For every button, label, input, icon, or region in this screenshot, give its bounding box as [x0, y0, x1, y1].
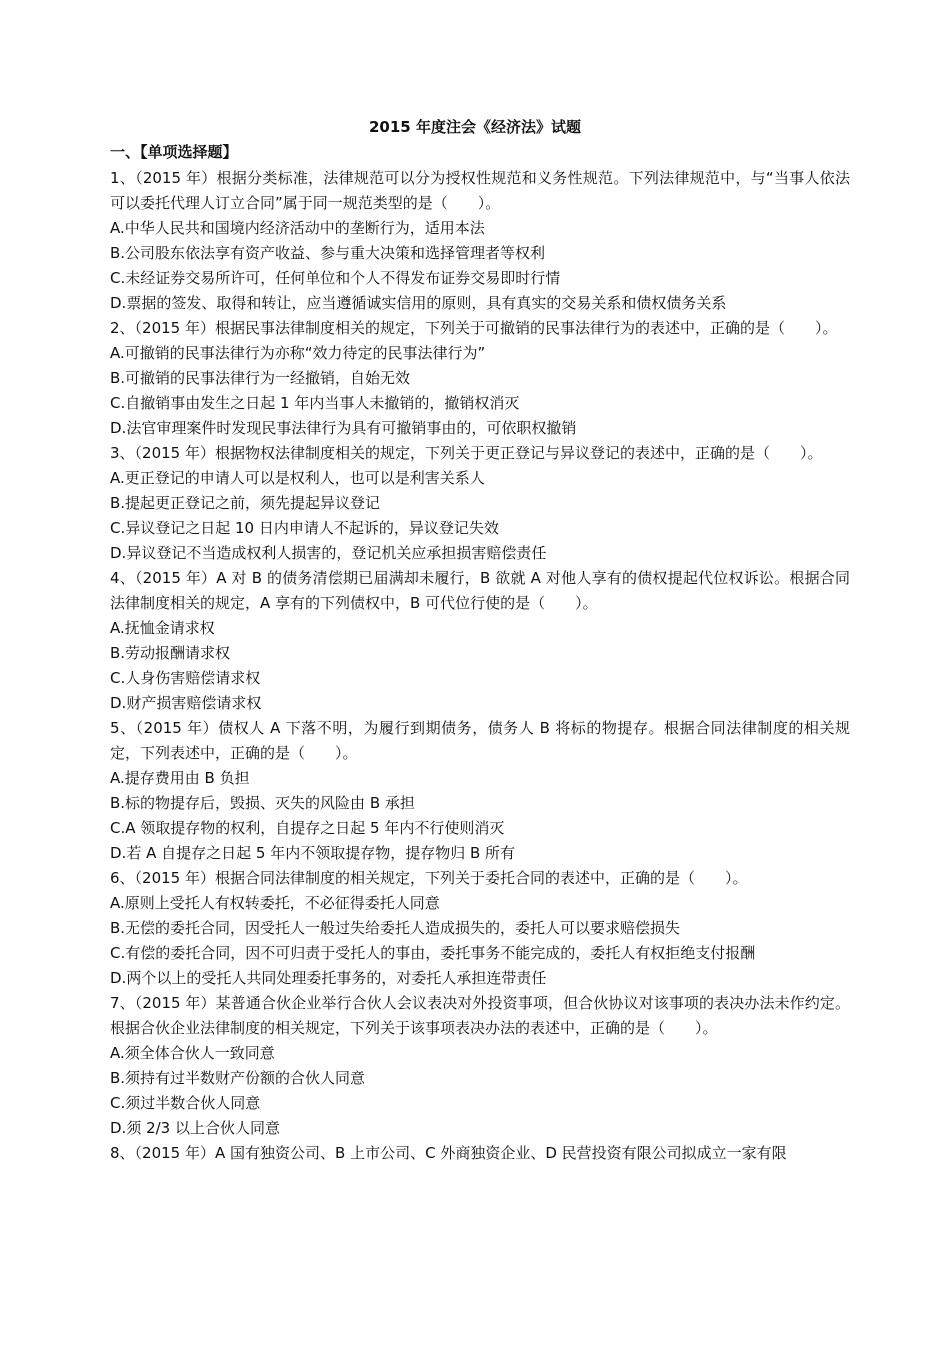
question-option: D.财产损害赔偿请求权: [110, 694, 262, 712]
question-stem: 6、（2015 年）根据合同法律制度的相关规定，下列关于委托合同的表述中，正确的是（ ）。: [110, 869, 748, 887]
question-stem: 3、（2015 年）根据物权法律制度相关的规定，下列关于更正登记与异议登记的表述中，正确的是（ ）。: [110, 444, 823, 462]
document-title: 2015 年度注会《经济法》试题: [369, 118, 581, 136]
question-option: B.须持有过半数财产份额的合伙人同意: [110, 1069, 366, 1087]
question: [110, 566, 850, 716]
question-stem: 2、（2015 年）根据民事法律制度相关的规定，下列关于可撤销的民事法律行为的表述中，正确的是（ ）。: [110, 319, 838, 337]
question-option: C.异议登记之日起 10 日内申请人不起诉的，异议登记失效: [110, 519, 499, 537]
question-option: B.标的物提存后，毁损、灭失的风险由 B 承担: [110, 794, 415, 812]
question-option: D.两个以上的受托人共同处理委托事务的，对委托人承担连带责任: [110, 969, 547, 987]
question-option: C.未经证券交易所许可，任何单位和个人不得发布证券交易即时行情: [110, 269, 561, 287]
question: [110, 1141, 850, 1166]
question-option: B.公司股东依法享有资产收益、参与重大决策和选择管理者等权利: [110, 244, 546, 262]
question-option: D.法官审理案件时发现民事法律行为具有可撤销事由的，可依职权撤销: [110, 419, 577, 437]
question-option: D.若 A 自提存之日起 5 年内不领取提存物，提存物归 B 所有: [110, 844, 516, 862]
question-stem: 7、（2015 年）某普通合伙企业举行合伙人会议表决对外投资事项，但合伙协议对该事项的表决办法未作约定。根据合伙企业法律制度的相关规定，下列关于该事项表决办法的表述中，正确的是（ ）。: [110, 994, 850, 1037]
question-option: A.须全体合伙人一致同意: [110, 1044, 275, 1062]
question-option: D.票据的签发、取得和转让，应当遵循诚实信用的原则，具有真实的交易关系和债权债务关系: [110, 294, 727, 312]
question-option: C.A 领取提存物的权利，自提存之日起 5 年内不行使则消灭: [110, 819, 505, 837]
question-option: A.中华人民共和国境内经济活动中的垄断行为，适用本法: [110, 219, 485, 237]
question-stem: 8、（2015 年）A 国有独资公司、B 上市公司、C 外商独资企业、D 民营投资有限公司拟成立一家有限: [110, 1144, 787, 1162]
question-option: C.人身伤害赔偿请求权: [110, 669, 261, 687]
question-stem: 1、（2015 年）根据分类标准，法律规范可以分为授权性规范和义务性规范。下列法律规范中，与“当事人依法可以委托代理人订立合同”属于同一规范类型的是（ ）。: [110, 169, 850, 212]
question: [110, 866, 850, 991]
question-option: A.提存费用由 B 负担: [110, 769, 250, 787]
question-option: C.自撤销事由发生之日起 1 年内当事人未撤销的，撤销权消灭: [110, 394, 520, 412]
question-option: C.须过半数合伙人同意: [110, 1094, 261, 1112]
question: [110, 716, 850, 866]
question-option: B.提起更正登记之前，须先提起异议登记: [110, 494, 381, 512]
question-option: A.更正登记的申请人可以是权利人，也可以是利害关系人: [110, 469, 485, 487]
question: [110, 441, 850, 566]
question-list: [110, 166, 850, 1166]
question-option: D.须 2/3 以上合伙人同意: [110, 1119, 280, 1137]
question-option: A.原则上受托人有权转委托，不必征得委托人同意: [110, 894, 440, 912]
question-option: B.无偿的委托合同，因受托人一般过失给委托人造成损失的，委托人可以要求赔偿损失: [110, 919, 681, 937]
question-option: A.可撤销的民事法律行为亦称“效力待定的民事法律行为”: [110, 344, 486, 362]
question: [110, 166, 850, 316]
question: [110, 316, 850, 441]
section-heading: 一、【单项选择题】: [110, 143, 238, 161]
question-option: C.有偿的委托合同，因不可归责于受托人的事由，委托事务不能完成的，委托人有权拒绝支付报酬: [110, 944, 756, 962]
question-option: A.抚恤金请求权: [110, 619, 215, 637]
question-stem: 4、（2015 年）A 对 B 的债务清偿期已届满却未履行，B 欲就 A 对他人享有的债权提起代位权诉讼。根据合同法律制度相关的规定，A 享有的下列债权中，B 可代位行使的是（ ）。: [110, 569, 850, 612]
question: [110, 991, 850, 1141]
question-option: B.劳动报酬请求权: [110, 644, 231, 662]
question-option: D.异议登记不当造成权利人损害的，登记机关应承担损害赔偿责任: [110, 544, 547, 562]
question-option: B.可撤销的民事法律行为一经撤销，自始无效: [110, 369, 411, 387]
question-stem: 5、（2015 年）债权人 A 下落不明，为履行到期债务，债务人 B 将标的物提存。根据合同法律制度的相关规定，下列表述中，正确的是（ ）。: [110, 719, 850, 762]
